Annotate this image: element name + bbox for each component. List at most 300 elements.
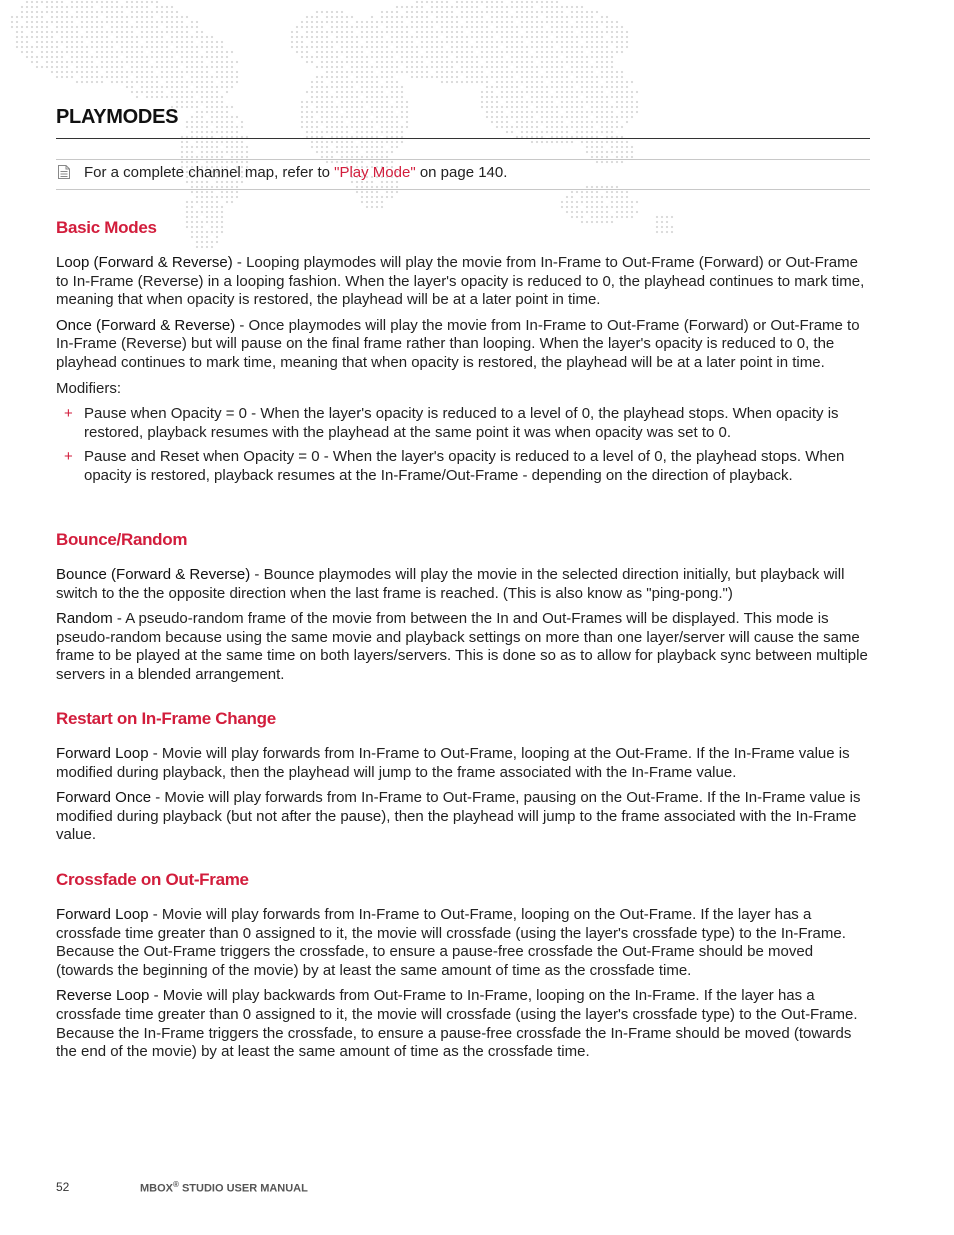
map-dot	[551, 56, 553, 58]
map-dot	[591, 76, 593, 78]
map-dot	[541, 96, 543, 98]
map-dot	[381, 21, 383, 23]
map-dot	[386, 16, 388, 18]
map-dot	[71, 26, 73, 28]
map-dot	[596, 76, 598, 78]
map-dot	[186, 36, 188, 38]
map-dot	[511, 46, 513, 48]
map-dot	[501, 41, 503, 43]
map-dot	[551, 31, 553, 33]
map-dot	[576, 6, 578, 8]
map-dot	[601, 106, 603, 108]
map-dot	[336, 111, 338, 113]
map-dot	[381, 46, 383, 48]
map-dot	[131, 66, 133, 68]
map-dot	[121, 61, 123, 63]
map-dot	[546, 91, 548, 93]
map-dot	[321, 116, 323, 118]
map-dot	[491, 31, 493, 33]
map-dot	[461, 1, 463, 3]
map-dot	[206, 191, 208, 193]
map-dot	[346, 156, 348, 158]
map-dot	[556, 71, 558, 73]
map-dot	[111, 16, 113, 18]
map-dot	[561, 16, 563, 18]
map-dot	[436, 76, 438, 78]
map-dot	[566, 201, 568, 203]
map-dot	[221, 76, 223, 78]
map-dot	[336, 61, 338, 63]
map-dot	[636, 91, 638, 93]
map-dot	[341, 41, 343, 43]
map-dot	[206, 201, 208, 203]
map-dot	[506, 86, 508, 88]
map-dot	[141, 61, 143, 63]
map-dot	[621, 76, 623, 78]
map-dot	[206, 206, 208, 208]
map-dot	[431, 6, 433, 8]
map-dot	[31, 21, 33, 23]
map-dot	[366, 146, 368, 148]
map-dot	[131, 26, 133, 28]
map-dot	[536, 36, 538, 38]
map-dot	[341, 91, 343, 93]
map-dot	[561, 201, 563, 203]
map-dot	[391, 96, 393, 98]
map-dot	[211, 76, 213, 78]
page-number: 52	[56, 1180, 70, 1194]
map-dot	[526, 56, 528, 58]
map-dot	[536, 16, 538, 18]
paragraph	[56, 610, 870, 684]
map-dot	[361, 121, 363, 123]
map-dot	[581, 31, 583, 33]
map-dot	[361, 26, 363, 28]
map-dot	[586, 46, 588, 48]
map-dot	[586, 206, 588, 208]
map-dot	[596, 206, 598, 208]
list-item	[56, 448, 870, 485]
map-dot	[461, 26, 463, 28]
map-dot	[51, 6, 53, 8]
map-dot	[211, 196, 213, 198]
map-dot	[341, 151, 343, 153]
map-dot	[381, 51, 383, 53]
map-dot	[421, 6, 423, 8]
map-dot	[501, 6, 503, 8]
map-dot	[471, 81, 473, 83]
map-dot	[46, 1, 48, 3]
map-dot	[621, 201, 623, 203]
map-dot	[426, 66, 428, 68]
map-dot	[486, 41, 488, 43]
map-dot	[221, 116, 223, 118]
map-dot	[431, 76, 433, 78]
map-dot	[111, 11, 113, 13]
map-dot	[341, 21, 343, 23]
section-restart-on-in-frame-change	[56, 709, 870, 852]
map-dot	[126, 81, 128, 83]
map-dot	[441, 26, 443, 28]
map-dot	[361, 116, 363, 118]
map-dot	[356, 191, 358, 193]
map-dot	[536, 11, 538, 13]
map-dot	[501, 56, 503, 58]
map-dot	[526, 126, 528, 128]
map-dot	[331, 46, 333, 48]
map-dot	[511, 21, 513, 23]
map-dot	[391, 66, 393, 68]
map-dot	[31, 36, 33, 38]
map-dot	[556, 16, 558, 18]
map-dot	[51, 61, 53, 63]
map-dot	[321, 86, 323, 88]
map-dot	[326, 21, 328, 23]
map-dot	[206, 76, 208, 78]
map-dot	[536, 106, 538, 108]
map-dot	[621, 106, 623, 108]
map-dot	[541, 91, 543, 93]
map-dot	[331, 16, 333, 18]
map-dot	[196, 51, 198, 53]
map-dot	[36, 41, 38, 43]
map-dot	[496, 121, 498, 123]
map-dot	[446, 31, 448, 33]
map-dot	[336, 86, 338, 88]
map-dot	[386, 26, 388, 28]
map-dot	[591, 211, 593, 213]
map-dot	[521, 106, 523, 108]
map-dot	[546, 126, 548, 128]
map-dot	[516, 101, 518, 103]
map-dot	[316, 126, 318, 128]
map-dot	[526, 111, 528, 113]
map-dot	[191, 36, 193, 38]
map-dot	[581, 36, 583, 38]
map-dot	[416, 31, 418, 33]
map-dot	[581, 126, 583, 128]
map-dot	[351, 146, 353, 148]
map-dot	[601, 21, 603, 23]
map-dot	[556, 66, 558, 68]
map-dot	[496, 46, 498, 48]
map-dot	[401, 41, 403, 43]
map-dot	[341, 16, 343, 18]
map-dot	[401, 56, 403, 58]
map-dot	[241, 156, 243, 158]
map-dot	[451, 26, 453, 28]
map-dot	[56, 26, 58, 28]
map-dot	[111, 26, 113, 28]
map-dot	[361, 36, 363, 38]
map-dot	[176, 16, 178, 18]
map-dot	[606, 61, 608, 63]
map-dot	[501, 21, 503, 23]
map-dot	[566, 61, 568, 63]
map-dot	[191, 211, 193, 213]
map-dot	[381, 146, 383, 148]
map-dot	[461, 51, 463, 53]
map-dot	[541, 121, 543, 123]
map-dot	[406, 71, 408, 73]
map-dot	[526, 91, 528, 93]
map-dot	[561, 61, 563, 63]
map-dot	[411, 71, 413, 73]
map-dot	[371, 36, 373, 38]
map-dot	[96, 56, 98, 58]
map-dot	[141, 31, 143, 33]
map-dot	[236, 151, 238, 153]
map-dot	[391, 191, 393, 193]
map-dot	[516, 116, 518, 118]
map-dot	[211, 201, 213, 203]
map-dot	[206, 111, 208, 113]
map-dot	[606, 111, 608, 113]
map-dot	[371, 71, 373, 73]
map-dot	[486, 31, 488, 33]
map-dot	[166, 86, 168, 88]
map-dot	[206, 41, 208, 43]
map-dot	[601, 96, 603, 98]
map-dot	[506, 71, 508, 73]
map-dot	[586, 101, 588, 103]
map-dot	[401, 141, 403, 143]
map-dot	[226, 116, 228, 118]
map-dot	[631, 201, 633, 203]
map-dot	[561, 106, 563, 108]
map-dot	[241, 121, 243, 123]
map-dot	[391, 151, 393, 153]
map-dot	[201, 61, 203, 63]
map-dot	[536, 31, 538, 33]
map-dot	[356, 46, 358, 48]
map-dot	[441, 81, 443, 83]
map-dot	[146, 71, 148, 73]
map-dot	[366, 61, 368, 63]
map-dot	[461, 46, 463, 48]
map-dot	[456, 61, 458, 63]
map-dot	[216, 71, 218, 73]
map-dot	[451, 41, 453, 43]
map-dot	[456, 41, 458, 43]
map-dot	[576, 61, 578, 63]
map-dot	[116, 26, 118, 28]
map-dot	[581, 111, 583, 113]
map-dot	[381, 41, 383, 43]
map-dot	[16, 16, 18, 18]
map-dot	[611, 146, 613, 148]
map-dot	[521, 56, 523, 58]
map-dot	[116, 1, 118, 3]
map-dot	[636, 106, 638, 108]
map-dot	[316, 86, 318, 88]
map-dot	[36, 66, 38, 68]
map-dot	[436, 56, 438, 58]
description: - When the layer's opacity is reduced to a level of 0, the playhead stops. When opacity is restored, playback resumes with the playhead at the same point it was when opacity was set to 0.	[84, 405, 839, 441]
map-dot	[506, 116, 508, 118]
map-dot	[101, 6, 103, 8]
map-dot	[191, 106, 193, 108]
map-dot	[576, 116, 578, 118]
map-dot	[336, 131, 338, 133]
map-dot	[461, 56, 463, 58]
map-dot	[126, 26, 128, 28]
map-dot	[581, 21, 583, 23]
map-dot	[221, 86, 223, 88]
map-dot	[366, 21, 368, 23]
map-dot	[361, 131, 363, 133]
map-dot	[91, 76, 93, 78]
map-dot	[346, 46, 348, 48]
map-dot	[571, 11, 573, 13]
map-dot	[221, 66, 223, 68]
map-dot	[501, 116, 503, 118]
map-dot	[611, 191, 613, 193]
map-dot	[171, 26, 173, 28]
map-dot	[96, 76, 98, 78]
map-dot	[471, 66, 473, 68]
map-dot	[336, 146, 338, 148]
paragraph	[56, 789, 870, 845]
map-dot	[516, 51, 518, 53]
map-dot	[551, 16, 553, 18]
map-dot	[441, 1, 443, 3]
map-dot	[576, 126, 578, 128]
map-dot	[411, 36, 413, 38]
map-dot	[186, 66, 188, 68]
map-dot	[341, 96, 343, 98]
play-mode-link[interactable]: "Play Mode"	[334, 164, 416, 181]
map-dot	[516, 106, 518, 108]
map-dot	[401, 131, 403, 133]
map-dot	[591, 16, 593, 18]
map-dot	[171, 51, 173, 53]
map-dot	[376, 41, 378, 43]
map-dot	[611, 91, 613, 93]
map-dot	[406, 46, 408, 48]
map-dot	[556, 26, 558, 28]
map-dot	[156, 21, 158, 23]
map-dot	[391, 71, 393, 73]
map-dot	[426, 11, 428, 13]
map-dot	[556, 76, 558, 78]
map-dot	[71, 16, 73, 18]
map-dot	[191, 206, 193, 208]
map-dot	[596, 86, 598, 88]
section-bounce-random	[56, 530, 870, 692]
map-dot	[601, 76, 603, 78]
map-dot	[526, 76, 528, 78]
map-dot	[381, 71, 383, 73]
map-dot	[116, 41, 118, 43]
note-suffix: on page 140.	[415, 164, 508, 181]
map-dot	[506, 131, 508, 133]
map-dot	[581, 66, 583, 68]
map-dot	[496, 116, 498, 118]
map-dot	[176, 61, 178, 63]
map-dot	[86, 66, 88, 68]
map-dot	[501, 11, 503, 13]
map-dot	[536, 1, 538, 3]
plus-bullet-icon: +	[64, 405, 73, 423]
map-dot	[61, 41, 63, 43]
map-dot	[201, 66, 203, 68]
map-dot	[391, 36, 393, 38]
map-dot	[476, 61, 478, 63]
map-dot	[371, 206, 373, 208]
map-dot	[531, 1, 533, 3]
map-dot	[526, 46, 528, 48]
map-dot	[46, 6, 48, 8]
map-dot	[481, 91, 483, 93]
map-dot	[116, 81, 118, 83]
map-dot	[161, 6, 163, 8]
map-dot	[71, 31, 73, 33]
map-dot	[326, 126, 328, 128]
map-dot	[526, 121, 528, 123]
map-dot	[551, 131, 553, 133]
map-dot	[561, 46, 563, 48]
map-dot	[486, 106, 488, 108]
map-dot	[206, 81, 208, 83]
map-dot	[526, 26, 528, 28]
map-dot	[586, 91, 588, 93]
map-dot	[516, 46, 518, 48]
map-dot	[586, 121, 588, 123]
map-dot	[581, 76, 583, 78]
map-dot	[601, 46, 603, 48]
map-dot	[76, 51, 78, 53]
map-dot	[21, 6, 23, 8]
map-dot	[196, 131, 198, 133]
map-dot	[566, 51, 568, 53]
map-dot	[186, 46, 188, 48]
map-dot	[151, 1, 153, 3]
map-dot	[616, 146, 618, 148]
map-dot	[351, 41, 353, 43]
map-dot	[241, 146, 243, 148]
map-dot	[206, 151, 208, 153]
map-dot	[356, 91, 358, 93]
map-dot	[176, 46, 178, 48]
map-dot	[231, 116, 233, 118]
map-dot	[371, 121, 373, 123]
map-dot	[616, 201, 618, 203]
map-dot	[386, 81, 388, 83]
map-dot	[526, 101, 528, 103]
map-dot	[216, 86, 218, 88]
map-dot	[191, 21, 193, 23]
map-dot	[201, 141, 203, 143]
map-dot	[96, 11, 98, 13]
map-dot	[586, 111, 588, 113]
map-dot	[576, 191, 578, 193]
map-dot	[366, 31, 368, 33]
map-dot	[106, 16, 108, 18]
map-dot	[111, 71, 113, 73]
map-dot	[541, 61, 543, 63]
map-dot	[91, 66, 93, 68]
map-dot	[436, 71, 438, 73]
map-dot	[521, 96, 523, 98]
map-dot	[601, 196, 603, 198]
map-dot	[401, 91, 403, 93]
map-dot	[231, 191, 233, 193]
map-dot	[526, 116, 528, 118]
map-dot	[301, 106, 303, 108]
map-dot	[186, 126, 188, 128]
map-dot	[16, 46, 18, 48]
